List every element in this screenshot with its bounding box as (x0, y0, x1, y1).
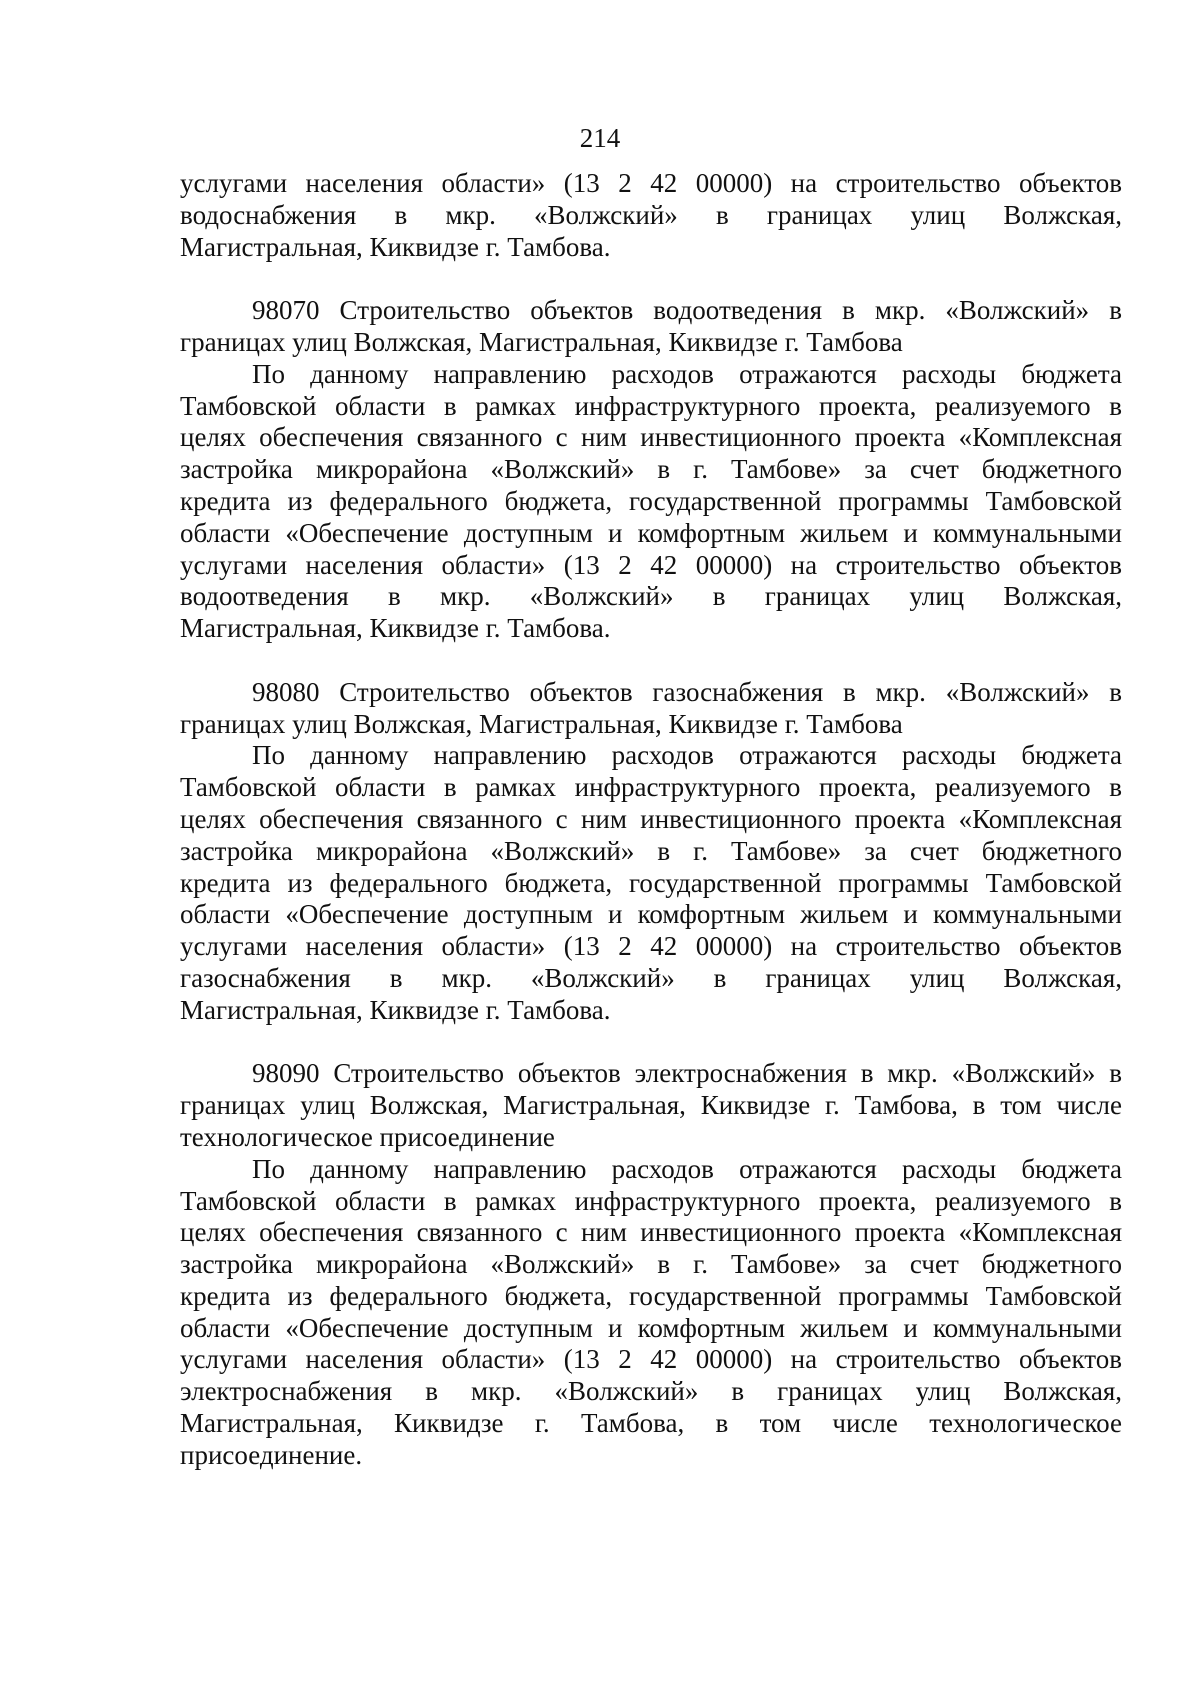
text-line: Магистральная, Киквидзе г. Тамбова. (180, 994, 611, 1025)
text-line: области «Обеспечение доступным и комфортным жильем и коммунальными (180, 1312, 1122, 1343)
text-line: области «Обеспечение доступным и комфортным жильем и коммунальными (180, 899, 1122, 930)
text-line: Магистральная, Киквидзе г. Тамбова, в том числе технологическое (180, 1408, 1122, 1439)
text-line: застройка микрорайона «Волжский» в г. Тамбове» за счет бюджетного (180, 835, 1122, 866)
text-line: целях обеспечения связанного с ним инвестиционного проекта «Комплексная (180, 803, 1122, 834)
text-line: кредита из федерального бюджета, государственной программы Тамбовской (180, 485, 1122, 516)
text-line: технологическое присоединение (180, 1121, 555, 1152)
text-line: кредита из федерального бюджета, государственной программы Тамбовской (180, 867, 1122, 898)
text-line: газоснабжения в мкр. «Волжский» в границах улиц Волжская, (180, 962, 1122, 993)
text-line: услугами населения области» (13 2 42 00000) на строительство объектов (180, 931, 1122, 962)
text-line: целях обеспечения связанного с ним инвестиционного проекта «Комплексная (180, 1217, 1122, 1248)
text-line: По данному направлению расходов отражаются расходы бюджета (252, 740, 1122, 771)
text-line: По данному направлению расходов отражаются расходы бюджета (252, 358, 1122, 389)
text-line: границах улиц Волжская, Магистральная, Киквидзе г. Тамбова (180, 326, 903, 357)
text-line: 98070 Строительство объектов водоотведения в мкр. «Волжский» в (252, 295, 1122, 326)
text-line: границах улиц Волжская, Магистральная, Киквидзе г. Тамбова (180, 708, 903, 739)
text-line: Тамбовской области в рамках инфраструктурного проекта, реализуемого в (180, 1185, 1122, 1216)
text-line: По данному направлению расходов отражаются расходы бюджета (252, 1153, 1122, 1184)
text-line: Магистральная, Киквидзе г. Тамбова. (180, 231, 611, 262)
text-line: услугами населения области» (13 2 42 00000) на строительство объектов (180, 168, 1122, 198)
text-line: Магистральная, Киквидзе г. Тамбова. (180, 613, 611, 644)
text-line: застройка микрорайона «Волжский» в г. Тамбове» за счет бюджетного (180, 1249, 1122, 1280)
text-line: области «Обеспечение доступным и комфортным жильем и коммунальными (180, 517, 1122, 548)
paragraph-gap (180, 1027, 1122, 1059)
text-line: 98090 Строительство объектов электроснабжения в мкр. «Волжский» в (252, 1058, 1122, 1089)
document-body (180, 168, 1122, 1472)
text-line: кредита из федерального бюджета, государственной программы Тамбовской (180, 1280, 1122, 1311)
text-line: электроснабжения в мкр. «Волжский» в границах улиц Волжская, (180, 1376, 1122, 1407)
page-number: 214 (579, 123, 621, 153)
text-line: границах улиц Волжская, Магистральная, Киквидзе г. Тамбова, в том числе (180, 1090, 1122, 1121)
text-line: услугами населения области» (13 2 42 00000) на строительство объектов (180, 549, 1122, 580)
paragraph-gap (180, 263, 1122, 295)
text-line: водоснабжения в мкр. «Волжский» в границах улиц Волжская, (180, 199, 1122, 230)
text-line: целях обеспечения связанного с ним инвестиционного проекта «Комплексная (180, 422, 1122, 453)
text-line: застройка микрорайона «Волжский» в г. Тамбове» за счет бюджетного (180, 454, 1122, 485)
paragraph-gap (180, 645, 1122, 677)
text-line: 98080 Строительство объектов газоснабжения в мкр. «Волжский» в (252, 676, 1122, 707)
text-line: услугами населения области» (13 2 42 00000) на строительство объектов (180, 1344, 1122, 1375)
text-line: Тамбовской области в рамках инфраструктурного проекта, реализуемого в (180, 390, 1122, 421)
text-line: Тамбовской области в рамках инфраструктурного проекта, реализуемого в (180, 772, 1122, 803)
text-line: присоединение. (180, 1439, 363, 1470)
text-line: водоотведения в мкр. «Волжский» в границах улиц Волжская, (180, 581, 1122, 612)
